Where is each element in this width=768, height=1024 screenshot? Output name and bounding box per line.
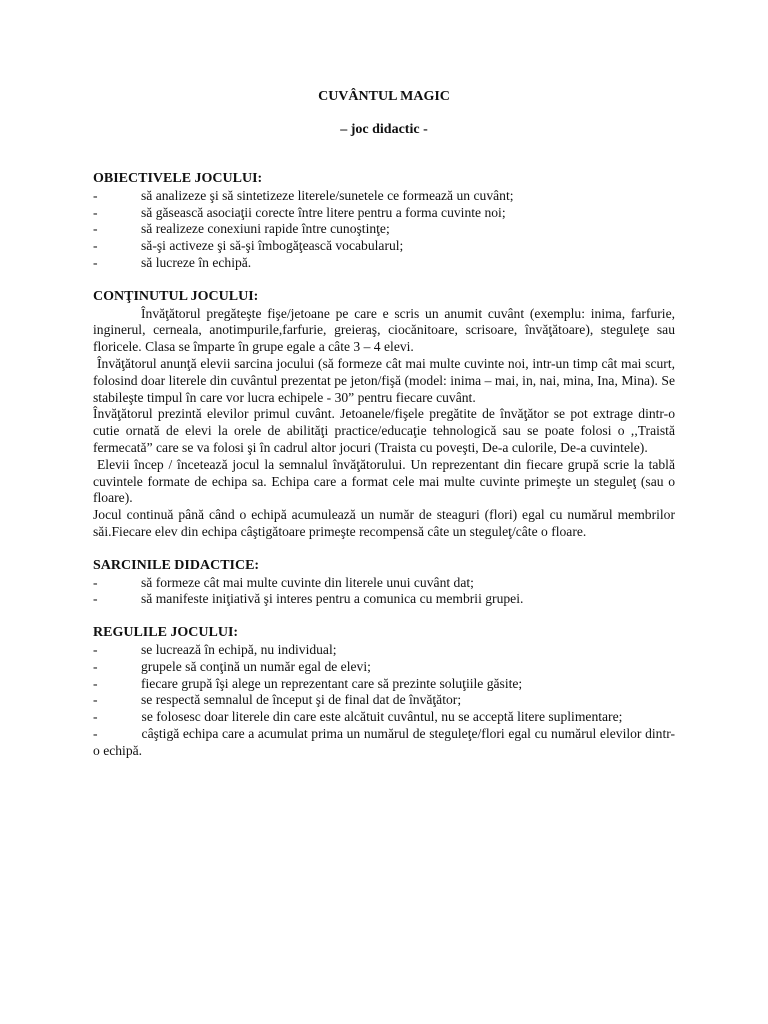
list-item xyxy=(93,575,675,592)
objectives-heading: OBIECTIVELE JOCULUI: xyxy=(93,171,263,186)
document-title: CUVÂNTUL MAGIC xyxy=(318,89,450,104)
list-item xyxy=(93,255,675,272)
list-item xyxy=(93,221,675,238)
tasks-heading: SARCINILE DIDACTICE: xyxy=(93,557,260,573)
objective-text: să găsească asociaţii corecte între litere pentru a forma cuvinte noi; xyxy=(141,204,506,220)
rule-text: câştigă echipa care a acumulat prima un numărul de steguleţe/flori egal cu numărul elevilor dintr-o echipă. xyxy=(93,725,675,758)
task-text: să formeze cât mai multe cuvinte din literele unui cuvânt dat; xyxy=(141,574,474,590)
bullet-dash: - xyxy=(93,675,98,691)
bullet-dash: - xyxy=(93,725,98,741)
rule-text: se respectă semnalul de început şi de final dat de învăţător; xyxy=(141,692,462,708)
rule-text: se folosesc doar literele din care este alcătuit cuvântul, nu se acceptă litere suplimentare; xyxy=(141,709,623,725)
content-paragraph: Elevii încep / încetează jocul la semnalul învăţătorului. Un reprezentant din fiecare grupă scrie la tablă cuvintele formate de echipa sa. Echipa care a format cele mai multe cuvinte primeşte un steguleţ (sau o floare). xyxy=(93,456,675,506)
list-item xyxy=(93,205,675,222)
objective-text: să-şi activeze şi să-şi îmbogăţească vocabularul; xyxy=(141,238,404,254)
bullet-dash: - xyxy=(93,709,98,725)
content-section xyxy=(93,289,675,541)
list-item xyxy=(93,692,675,709)
objective-text: să realizeze conexiuni rapide între cunoştinţe; xyxy=(141,221,390,237)
content-heading: CONŢINUTUL JOCULUI: xyxy=(93,288,259,304)
bullet-dash: - xyxy=(93,187,98,203)
bullet-dash: - xyxy=(93,658,98,674)
bullet-dash: - xyxy=(93,238,98,254)
rule-text: fiecare grupă îşi alege un reprezentant care să prezinte soluţiile găsite; xyxy=(141,675,523,691)
bullet-dash: - xyxy=(93,641,98,657)
list-item xyxy=(93,188,675,205)
bullet-dash: - xyxy=(93,574,98,590)
bullet-dash: - xyxy=(93,221,98,237)
content-paragraph: Învăţătorul pregăteşte fişe/jetoane pe care e scris un anumit cuvânt (exemplu: inima, farfurie, inginerul, cerneala, anotimpurile,farfurie, greieraş, ciocănitoare, scrisoare, învăţătoare), steguleţe sau floricele. Clasa se împarte în grupe egale a câte 3 – 4 elevi. xyxy=(93,305,675,355)
bullet-dash: - xyxy=(93,204,98,220)
objective-text: să lucreze în echipă. xyxy=(141,254,252,270)
bullet-dash: - xyxy=(93,591,98,607)
rule-text: grupele să conţină un număr egal de elevi; xyxy=(141,658,371,674)
content-paragraph: Jocul continuă până când o echipă acumulează un număr de steaguri (flori) egal cu numărul membrilor săi.Fiecare elev din echipa câştigătoare primeşte recompensă câte un steguleţ/câte o floare. xyxy=(93,507,675,539)
bullet-dash: - xyxy=(93,254,98,270)
content-paragraph: Învăţătorul anunţă elevii sarcina jocului (să formeze cât mai multe cuvinte noi, intr-un timp cât mai scurt, folosind doar literele din cuvântul prezentat pe jeton/fişă (model: inima – mai, in, nai, mina, Ina, Mina). Se stabileşte timpul în care vor lucra echipele - 30” pentru fiecare cuvânt. xyxy=(93,355,675,405)
content-paragraph: Învăţătorul prezintă elevilor primul cuvânt. Jetoanele/fişele pregătite de învăţător se pot extrage dintr-o cutie ornată de elevi la orele de abilităţi practice/educaţie tehnologică sau se poate folosi o ,,Traistă fermecată” care se va folosi şi în cadrul altor jocuri (Traista cu poveşti, De-a culorile, De-a cuvintele). xyxy=(93,406,675,455)
list-item xyxy=(93,238,675,255)
objective-text: să analizeze şi să sintetizeze literele/sunetele ce formează un cuvânt; xyxy=(141,187,514,203)
objectives-section xyxy=(93,171,675,272)
rule-text: se lucrează în echipă, nu individual; xyxy=(141,641,337,657)
list-item xyxy=(93,591,675,608)
rules-heading: REGULILE JOCULUI: xyxy=(93,625,239,641)
task-text: să manifeste iniţiativă şi interes pentru a comunica cu membrii grupei. xyxy=(141,591,524,607)
list-item xyxy=(93,726,675,760)
document-subtitle: – joc didactic - xyxy=(340,122,428,137)
bullet-dash: - xyxy=(93,692,98,708)
rules-section xyxy=(93,625,675,759)
list-item xyxy=(93,676,675,693)
tasks-section xyxy=(93,558,675,608)
list-item xyxy=(93,709,675,726)
document-body xyxy=(93,171,675,760)
list-item xyxy=(93,659,675,676)
list-item xyxy=(93,642,675,659)
